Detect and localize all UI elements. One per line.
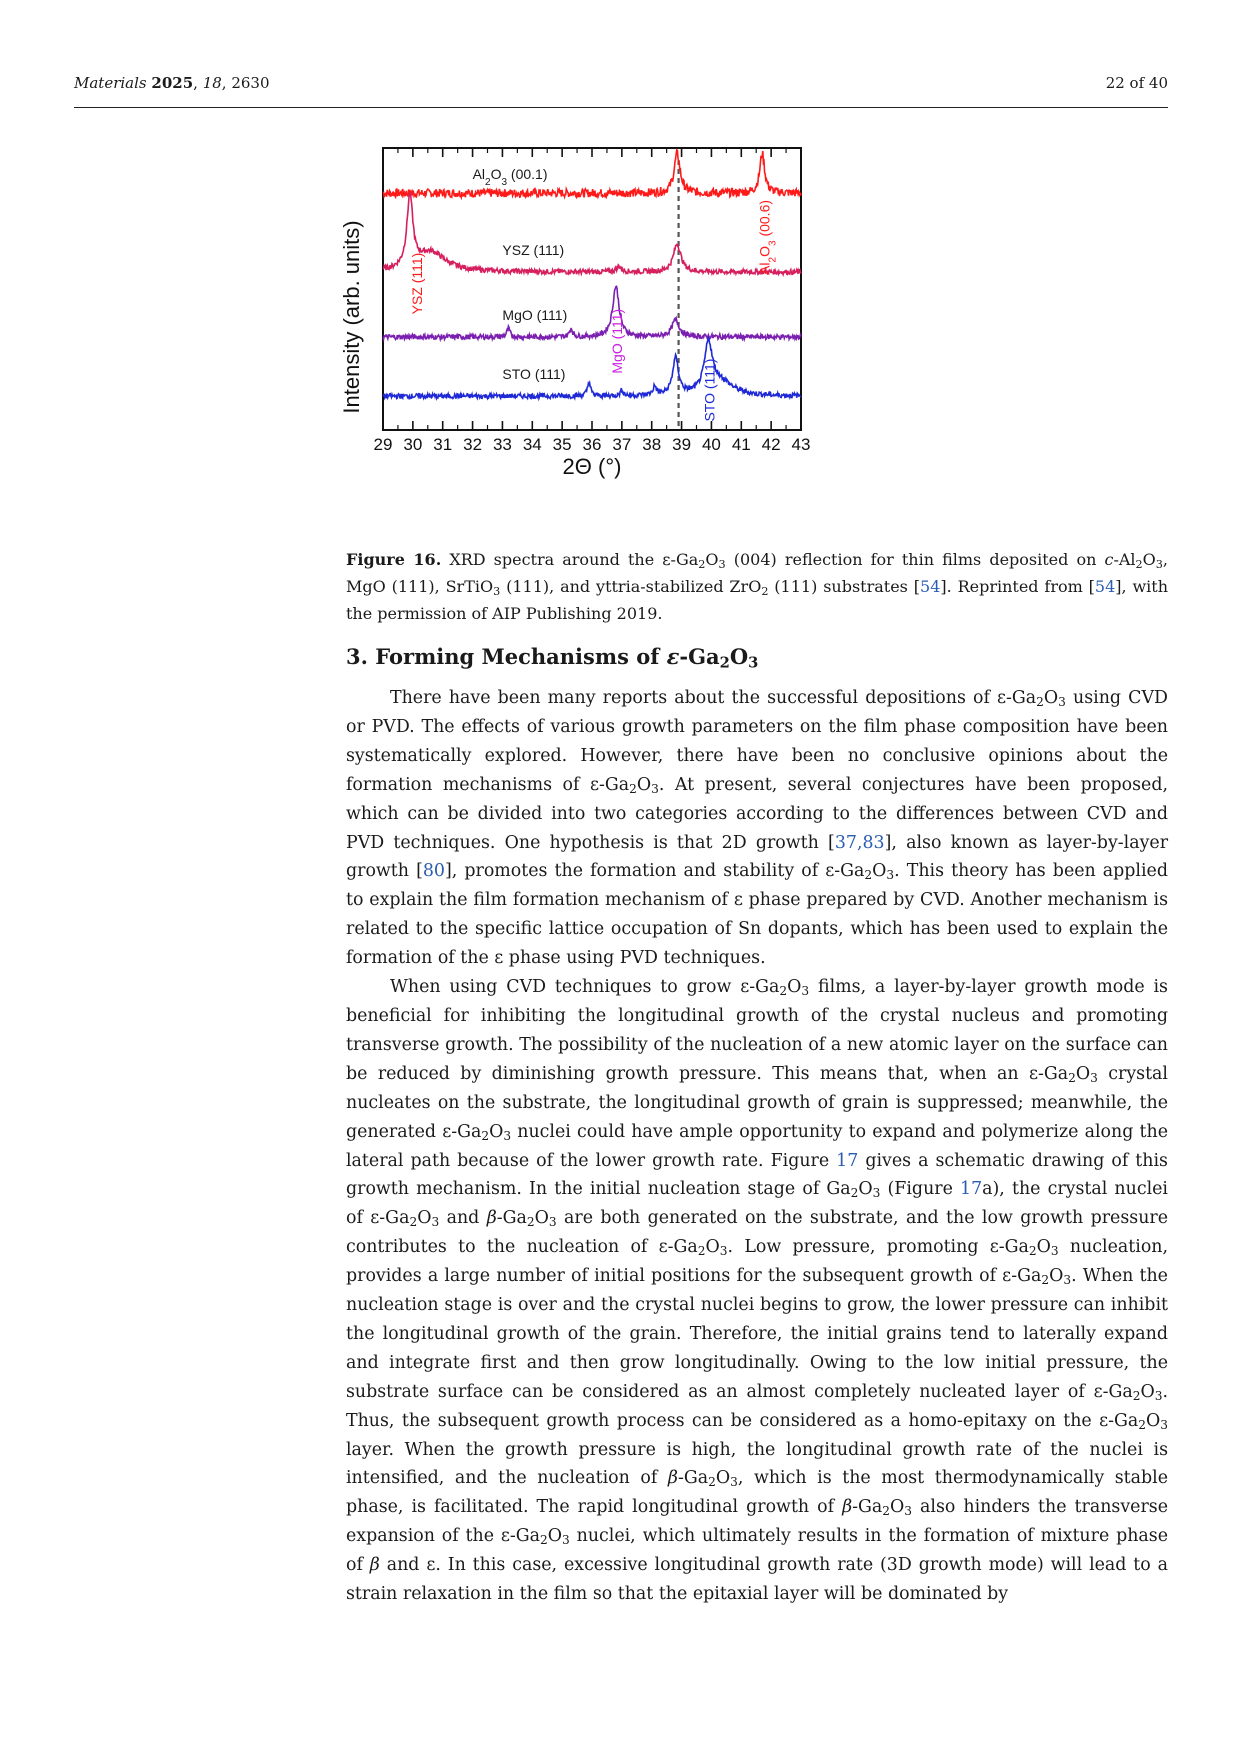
figure-link[interactable]: 17 xyxy=(836,1150,859,1171)
section-heading: 3. Forming Mechanisms of $\varepsilon-Ga_2O_3$ xyxy=(346,644,759,672)
series-label: MgO (111) xyxy=(502,307,568,324)
series-label: YSZ (111) xyxy=(502,242,565,259)
citation-link[interactable]: 83 xyxy=(862,832,885,853)
x-tick-label: 29 xyxy=(373,435,393,454)
figure-link[interactable]: 17 xyxy=(960,1179,983,1200)
paragraph: There have been many reports about the successful depositions of $\varepsilon-Ga_2O_3$ using CVD or PVD. The effects of various growth parameters on the film phase composition have been systematically explored. However, there have been no conclusive opinions about the formation mechanisms of $\varepsilon-Ga_2O_3$. At present, several conjectures have been proposed, which can be divided into two categories according to the differences between CVD and PVD techniques. One hypothesis is that 2D growth [37,83], also known as layer-by-layer growth [80], promotes the formation and stability of $\varepsilon-Ga_2O_3$. This theory has been applied to explain the film formation mechanism of ε phase prepared by CVD. Another mechanism is related to the specific lattice occupation of Sn dopants, which has been used to explain the formation of the ε phase using PVD techniques. xyxy=(346,688,1169,969)
x-tick-label: 42 xyxy=(761,435,781,454)
citation-link[interactable]: 80 xyxy=(422,861,445,882)
x-tick-label: 39 xyxy=(672,435,692,454)
body-text xyxy=(346,684,1168,1609)
paragraph: When using CVD techniques to grow $\varepsilon-Ga_2O_3$ films, a layer-by-layer growth mode is beneficial for inhibiting the longitudinal growth of the crystal nucleus and promoting transverse growth. The possibility of the nucleation of a new atomic layer on the surface can be reduced by diminishing growth pressure. This means that, when an $\varepsilon-Ga_2O_3$ crystal nucleates on the substrate, the longitudinal growth of grain is suppressed; meanwhile, the generated $\varepsilon-Ga_2O_3$ nuclei could have ample opportunity to expand and polymerize along the lateral path because of the lower growth rate. Figure 17 gives a schematic drawing of this growth mechanism. In the initial nucleation stage of $Ga_2O_3$ (Figure 17a), the crystal nuclei of $\varepsilon-Ga_2O_3$ and $\beta-Ga_2O_3$ are both generated on the substrate, and the low growth pressure contributes to the nucleation of $\varepsilon-Ga_2O_3$. Low pressure, promoting $\varepsilon-Ga_2O_3$ nucleation, provides a large number of initial positions for the subsequent growth of $\varepsilon-Ga_2O_3$. When the nucleation stage is over and the crystal nuclei begins to grow, the lower pressure can inhibit the longitudinal growth of the grain. Therefore, the initial grains tend to laterally expand and integrate first and then grow longitudinally. Owing to the low initial pressure, the substrate surface can be considered as an almost completely nucleated layer of $\varepsilon-Ga_2O_3$. Thus, the subsequent growth process can be considered as a homo-epitaxy on the $\varepsilon-Ga_2O_3$ layer. When the growth pressure is high, the longitudinal growth rate of the nuclei is intensified, and the nucleation of $\beta-Ga_2O_3$, which is the most thermodynamically stable phase, is facilitated. The rapid longitudinal growth of $\beta-Ga_2O_3$ also hinders the transverse expansion of the $\varepsilon-Ga_2O_3$ nuclei, which ultimately results in the formation of mixture phase of β and ε. In this case, excessive longitudinal growth rate (3D growth mode) will lead to a strain relaxation in the film so that the epitaxial layer will be dominated by xyxy=(346,977,1169,1605)
peak-label: MgO (111) xyxy=(608,308,625,374)
citation-link[interactable]: 54 xyxy=(920,577,941,596)
figure-caption: Figure 16. XRD spectra around the $\varepsilon-Ga_2O_3$ (004) reflection for thin films deposited on $c-Al_2O_3$, MgO (111), SrTiO$_3$ (111), and yttria-stabilized ZrO$_2$ (111) substrates [54]. Reprinted from [54], with the permission of AIP Publishing 2019. xyxy=(346,550,1169,623)
x-axis-label: 2Θ (°) xyxy=(562,454,622,479)
x-tick-label: 41 xyxy=(731,435,751,454)
x-tick-label: 32 xyxy=(463,435,483,454)
series-line xyxy=(383,192,801,274)
citation-link[interactable]: 54 xyxy=(1094,577,1116,596)
x-tick-label: 38 xyxy=(642,435,662,454)
x-tick-label: 43 xyxy=(791,435,811,454)
x-tick-label: 36 xyxy=(582,435,602,454)
series-label: STO (111) xyxy=(502,366,566,383)
page-number: 22 of 40 xyxy=(1105,74,1168,92)
x-tick-label: 34 xyxy=(522,435,542,454)
x-tick-label: 30 xyxy=(403,435,423,454)
x-tick-label: 40 xyxy=(701,435,721,454)
citation-link[interactable]: 37 xyxy=(834,832,857,853)
peak-label: YSZ (111) xyxy=(408,252,425,315)
xrd-chart xyxy=(373,148,918,538)
xrd-figure xyxy=(373,148,918,538)
x-tick-label: 35 xyxy=(552,435,572,454)
series-label: $Al_2O_3$ (00.1) xyxy=(472,166,548,188)
x-tick-label: 31 xyxy=(433,435,453,454)
peak-label: STO (111) xyxy=(701,358,718,422)
journal-citation: Materials 2025, 18, 2630 xyxy=(74,74,270,92)
x-tick-label: 37 xyxy=(612,435,632,454)
x-tick-label: 33 xyxy=(492,435,512,454)
series-line xyxy=(383,338,801,399)
y-axis-label: Intensity (arb. units) xyxy=(339,220,364,414)
peak-label: $Al_2O_3$ (00.6) xyxy=(756,199,779,275)
header-divider xyxy=(74,107,1168,108)
series-line xyxy=(383,150,801,197)
series-line xyxy=(383,286,801,339)
